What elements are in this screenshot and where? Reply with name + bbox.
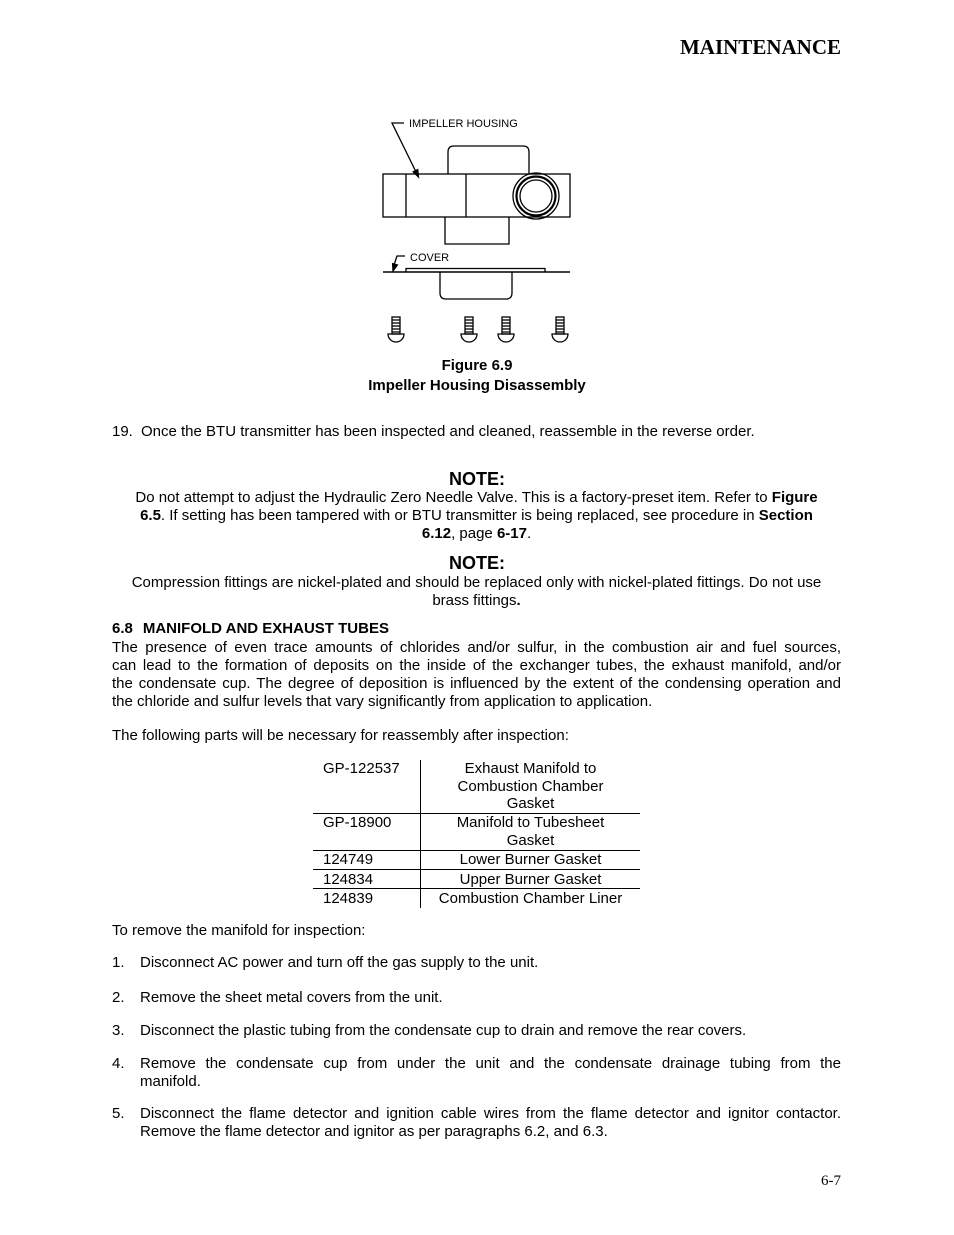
paragraph-line: the condensate cup. The degree of deposition is influenced by the extent of the condensing operation and: [112, 675, 841, 692]
note-2-line-2: [112, 592, 841, 610]
impeller-housing-arrowhead: [413, 170, 418, 177]
paragraph-line: can lead to the formation of deposits on the inside of the exchanger tubes, the exhaust manifold, and/or: [112, 657, 841, 674]
housing-outlet-inner-ring: [520, 180, 552, 212]
step-number: 5.: [112, 1105, 125, 1122]
step-text: Remove the sheet metal covers from the unit.: [140, 989, 443, 1006]
section-title: MANIFOLD AND EXHAUST TUBES: [142, 620, 389, 637]
screw-3: [498, 317, 514, 342]
housing-top-port: [448, 146, 529, 174]
note-1-page-ref: 6-17: [496, 525, 527, 542]
parts-intro: The following parts will be necessary for reassembly after inspection:: [112, 727, 569, 744]
note-1-section-ref-number: 6.12: [421, 525, 452, 542]
note-2-text: brass fittings: [432, 592, 517, 609]
step-text: Disconnect the flame detector and ignition cable wires from the flame detector and ignitor contactor.: [140, 1105, 841, 1122]
figure-title: Impeller Housing Disassembly: [368, 377, 586, 394]
part-description: Combustion Chamber Liner: [438, 890, 623, 907]
removal-intro: To remove the manifold for inspection:: [112, 922, 366, 939]
part-description: Upper Burner Gasket: [459, 871, 602, 888]
page-number: 6-7: [821, 1173, 841, 1189]
part-description: Gasket: [506, 832, 555, 849]
note-1-text: .: [526, 525, 532, 542]
part-number: 124839: [323, 890, 374, 907]
step-19-number: 19.: [112, 423, 133, 440]
impeller-housing-diagram: [0, 0, 954, 360]
step-19-text: Once the BTU transmitter has been inspected and cleaned, reassemble in the reverse order.: [141, 423, 755, 440]
note-1-text: . If setting has been tampered with or BTU transmitter is being replaced, see procedure in: [160, 507, 759, 524]
step-number: 2.: [112, 989, 125, 1006]
note-2-bold-period: .: [516, 592, 521, 609]
screw-4: [552, 317, 568, 342]
step-number: 1.: [112, 954, 125, 971]
section-heading: [112, 620, 389, 638]
step-number: 4.: [112, 1055, 125, 1072]
note-1-line-1: [112, 489, 841, 507]
section-header-title: MAINTENANCE: [679, 35, 841, 59]
step-text: Remove the flame detector and ignitor as per paragraphs 6.2, and 6.3.: [140, 1123, 608, 1140]
part-number: 124749: [323, 851, 374, 868]
screw-1: [388, 317, 404, 342]
note-1-line-2: [112, 507, 841, 525]
part-description: Combustion Chamber: [457, 778, 604, 795]
note-1-figure-ref-number: 6.5: [140, 507, 161, 524]
step-text: Disconnect AC power and turn off the gas supply to the unit.: [140, 954, 539, 971]
note-2-heading: NOTE:: [449, 553, 505, 573]
note-1-heading: NOTE:: [449, 469, 505, 489]
part-number: GP-18900: [323, 814, 392, 831]
part-number: GP-122537: [323, 760, 400, 777]
housing-bottom-port: [445, 217, 509, 244]
part-description: Manifold to Tubesheet: [456, 814, 605, 831]
impeller-housing-leader-line: [392, 123, 418, 176]
paragraph-line: The presence of even trace amounts of chlorides and/or sulfur, in the combustion air and fuel sources,: [112, 639, 841, 656]
housing-outlet-middle-ring: [517, 177, 556, 216]
note-1-figure-ref: Figure: [771, 489, 818, 506]
table-row-divider: [313, 869, 640, 870]
part-number: 124834: [323, 871, 374, 888]
note-1-line-3: [112, 525, 841, 543]
note-2-text: Compression fittings are nickel-plated and should be replaced only with nickel-plated fittings. Do not use: [131, 574, 822, 591]
part-description: Lower Burner Gasket: [459, 851, 602, 868]
note-1-section-ref: Section: [758, 507, 813, 524]
part-description: Gasket: [506, 795, 555, 812]
cover-label: COVER: [410, 252, 450, 264]
step-text: Remove the condensate cup from under the unit and the condensate drainage tubing from the: [140, 1055, 841, 1072]
note-2-line-1: [112, 574, 841, 592]
paragraph-line: the chloride and sulfur levels that vary significantly from application to application.: [112, 693, 653, 710]
section-number: 6.8: [112, 620, 133, 637]
part-description: Exhaust Manifold to: [464, 760, 597, 777]
figure-number: Figure 6.9: [441, 357, 513, 374]
screw-2: [461, 317, 477, 342]
note-1-text: , page: [451, 525, 497, 542]
impeller-housing-label: IMPELLER HOUSING: [409, 118, 518, 130]
cover-arrowhead: [393, 264, 398, 271]
cover-bottom-boss: [440, 272, 512, 299]
step-text: manifold.: [140, 1073, 201, 1090]
step-number: 3.: [112, 1022, 125, 1039]
note-1-text: Do not attempt to adjust the Hydraulic Zero Needle Valve. This is a factory-preset item. Refer to: [135, 489, 772, 506]
step-text: Disconnect the plastic tubing from the condensate cup to drain and remove the rear covers.: [140, 1022, 747, 1039]
